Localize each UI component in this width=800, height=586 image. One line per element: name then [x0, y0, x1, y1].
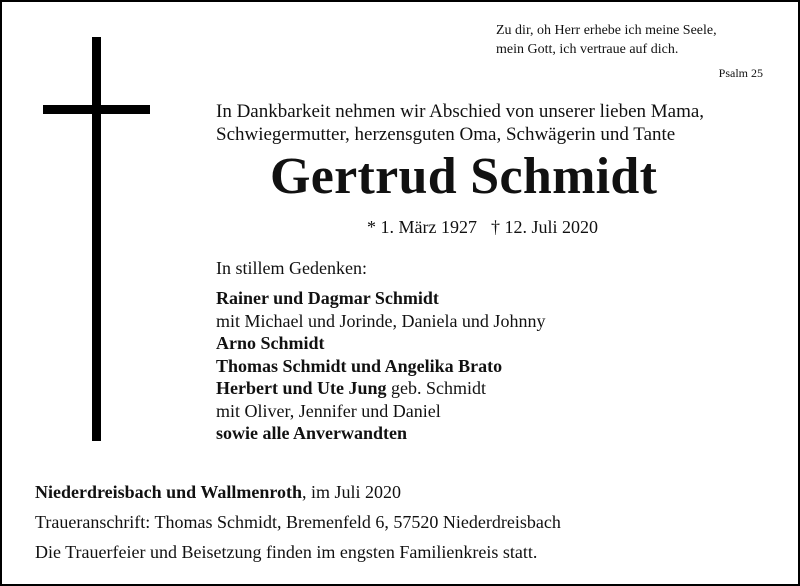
verse-line-1: Zu dir, oh Herr erhebe ich meine Seele,	[496, 23, 717, 38]
place-date: , im Juli 2020	[302, 482, 402, 502]
verse-line-2: mein Gott, ich vertraue auf dich.	[496, 42, 679, 57]
intro-text	[216, 100, 704, 146]
mourner-line-1: Rainer und Dagmar Schmidt	[216, 288, 439, 308]
mourner-line-5-name: Herbert und Ute Jung	[216, 378, 387, 398]
mourning-heading: In stillem Gedenken:	[216, 258, 367, 278]
life-dates	[367, 217, 598, 238]
cross-horizontal-bar	[43, 105, 150, 114]
mourning-address: Traueranschrift: Thomas Schmidt, Bremenfeld 6, 57520 Niederdreisbach	[35, 512, 561, 532]
mourner-line-3: Arno Schmidt	[216, 333, 325, 353]
ceremony-note: Die Trauerfeier und Beisetzung finden im engsten Familienkreis statt.	[35, 542, 538, 562]
mourner-line-4: Thomas Schmidt und Angelika Brato	[216, 355, 503, 376]
place-date-line	[35, 477, 561, 507]
death-date: † 12. Juli 2020	[490, 217, 598, 237]
verse-source: Psalm 25	[718, 66, 763, 80]
intro-line-2: Schwiegermutter, herzensguten Oma, Schwägerin und Tante	[216, 124, 676, 145]
mourner-line-7: sowie alle Anverwandten	[216, 423, 407, 443]
mourner-line-5	[216, 377, 545, 400]
footer-info	[35, 477, 561, 567]
cross-vertical-bar	[92, 37, 101, 441]
mourner-line-6: mit Oliver, Jennifer und Daniel	[216, 400, 441, 421]
mourners-list	[216, 287, 545, 445]
birth-date: * 1. März 1927	[367, 217, 477, 237]
place-names: Niederdreisbach und Wallmenroth	[35, 482, 303, 502]
mourner-line-5-note: geb. Schmidt	[386, 378, 486, 398]
mourner-line-2: mit Michael und Jorinde, Daniela und Johnny	[216, 310, 546, 331]
deceased-name: Gertrud Schmidt	[270, 148, 658, 205]
intro-line-1: In Dankbarkeit nehmen wir Abschied von unserer lieben Mama,	[216, 101, 705, 122]
psalm-verse	[496, 21, 717, 59]
